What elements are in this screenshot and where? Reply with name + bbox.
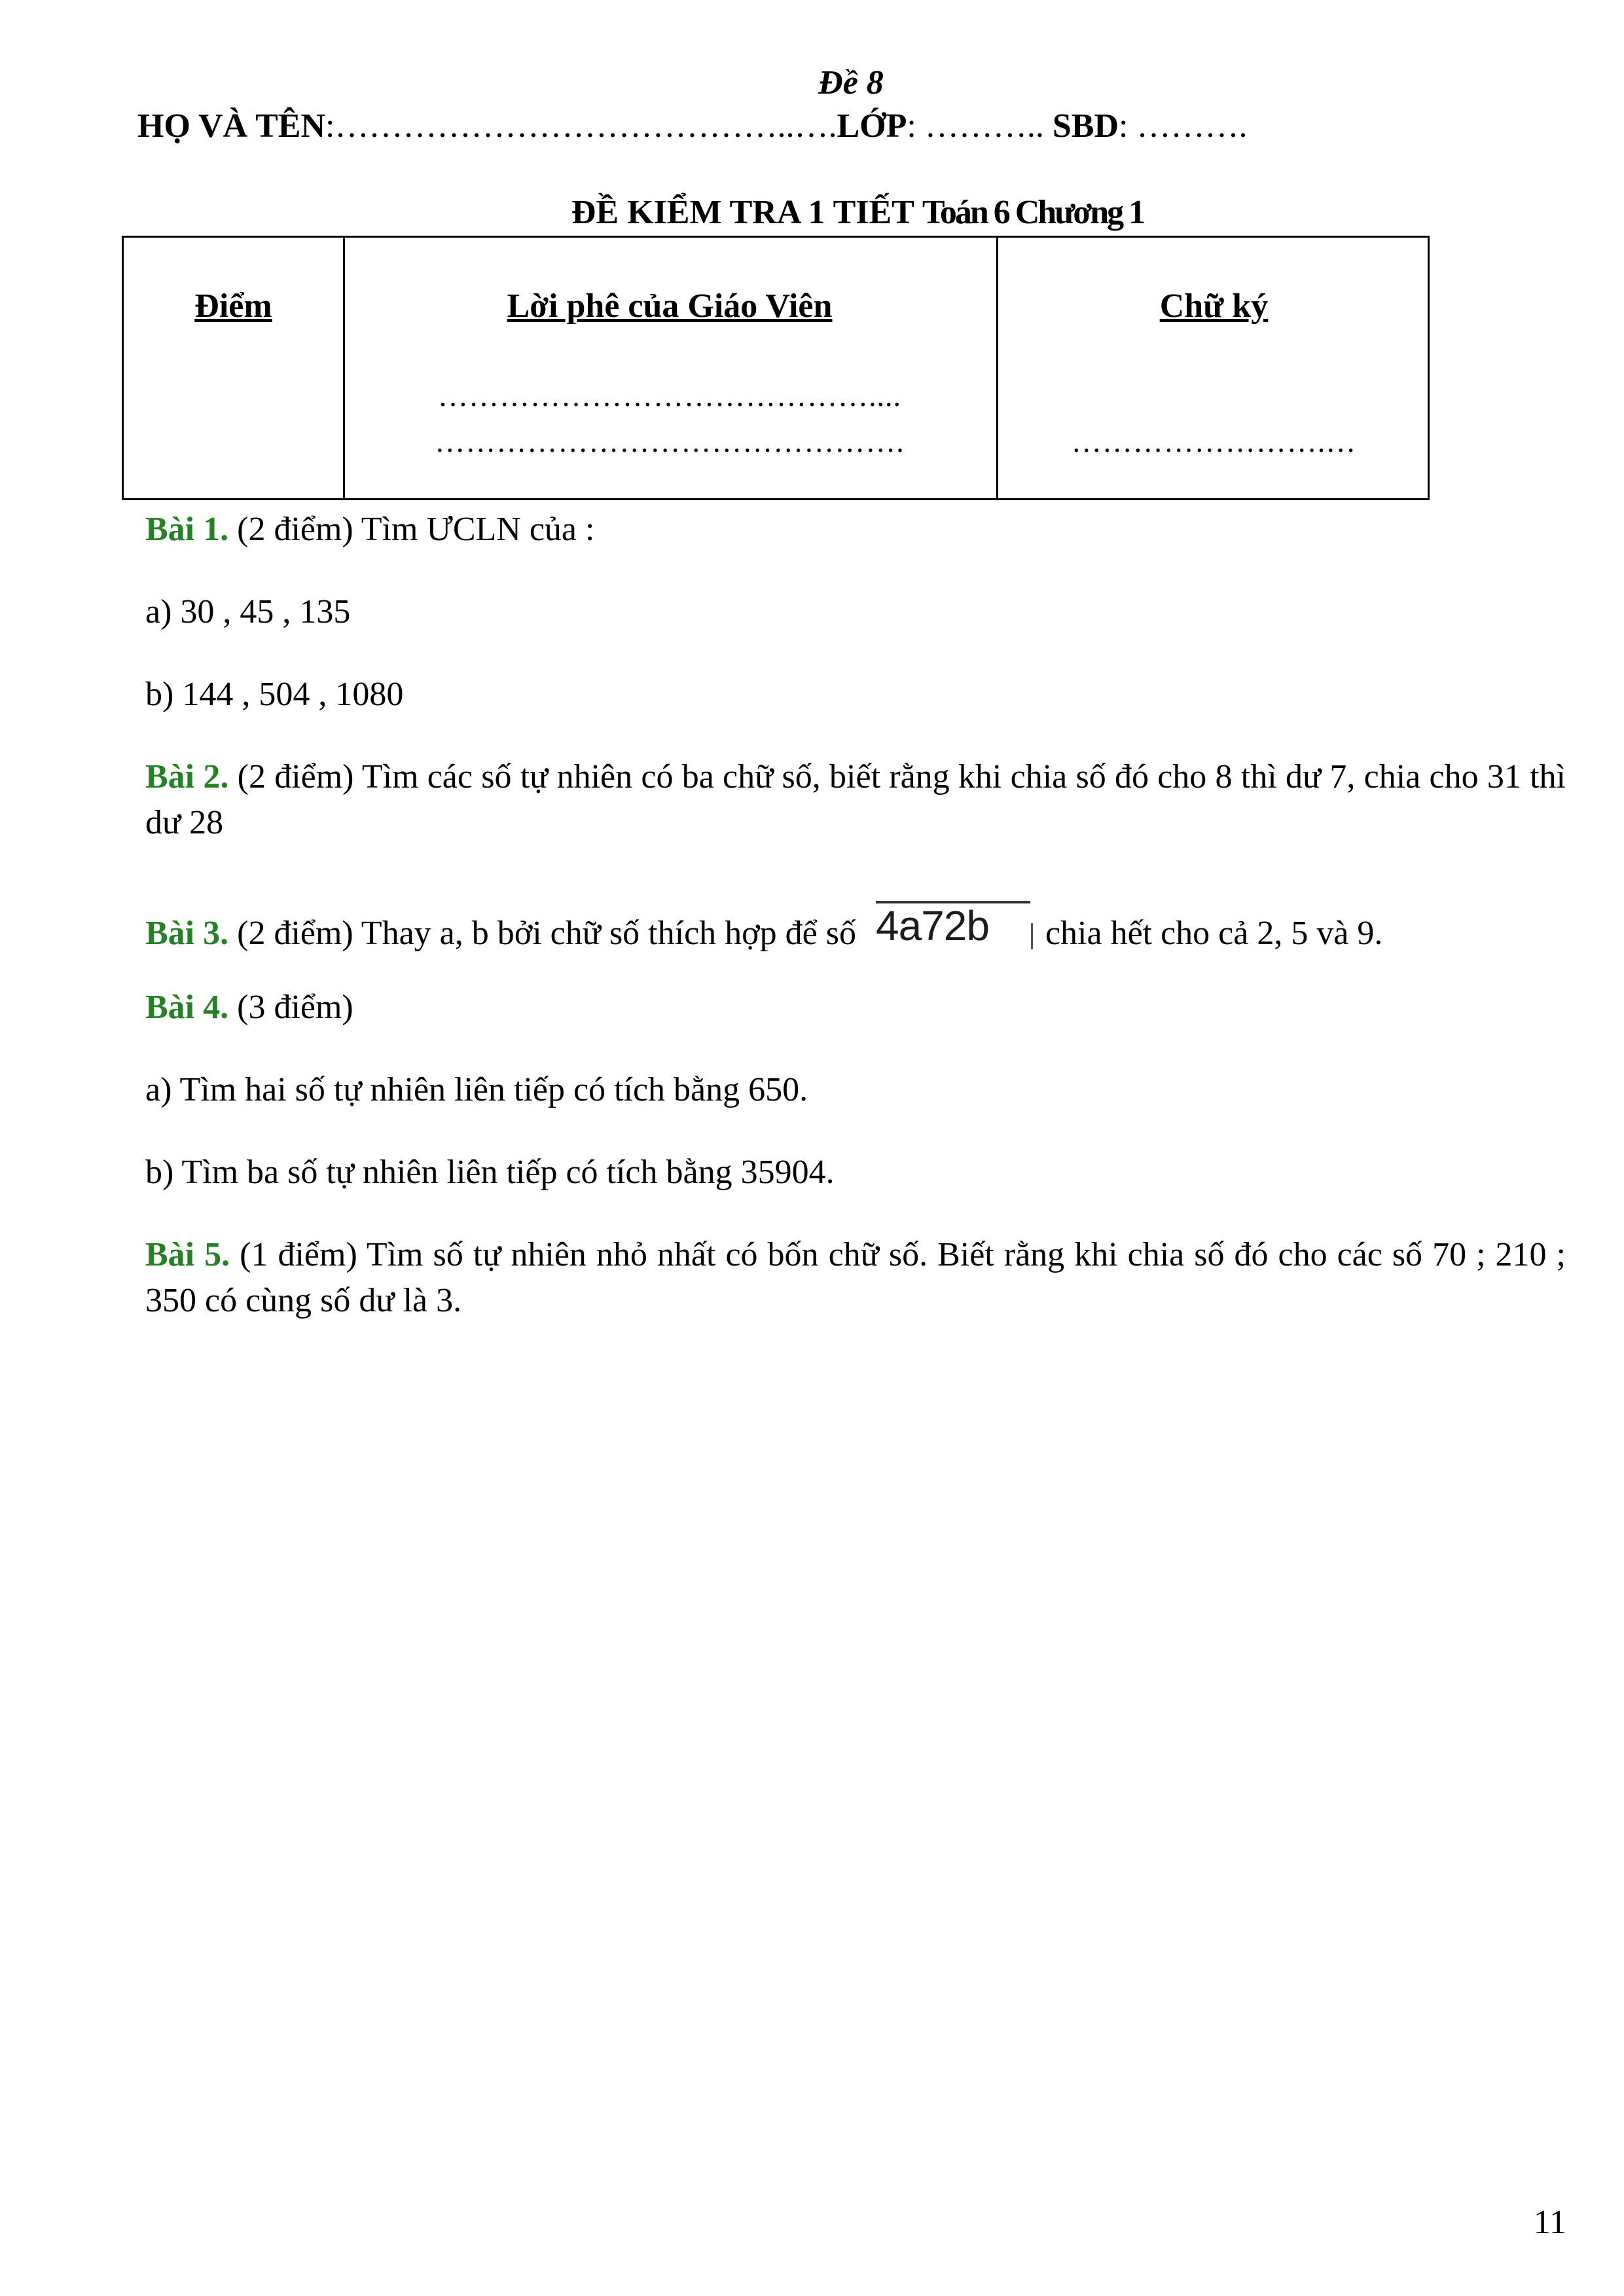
question-1-text: (2 điểm) Tìm ƯCLN của : xyxy=(228,511,595,548)
exam-title xyxy=(0,190,1624,236)
grade-table xyxy=(122,236,1430,500)
question-3-text-before: (2 điểm) Thay a, b bởi chữ số thích hợp để số xyxy=(228,915,856,952)
question-1b: b) 144 , 504 , 1080 xyxy=(145,676,404,713)
comment-header: Lời phê của Giáo Viên xyxy=(507,287,833,325)
class-blank: : ……….. xyxy=(907,107,1053,145)
overlined-number-image xyxy=(869,900,1033,952)
question-5-text: (1 điểm) Tìm số tự nhiên nhỏ nhất có bốn chữ số. Biết rằng khi chia số đó cho các số 70 ; 210 ; 350 có cùng số dư là 3. xyxy=(145,1236,1566,1319)
sbd-label: SBD xyxy=(1052,107,1119,145)
question-3 xyxy=(145,900,1566,957)
name-label: HỌ VÀ TÊN xyxy=(137,107,326,145)
question-5-label: Bài 5. xyxy=(145,1236,230,1273)
score-header: Điểm xyxy=(194,287,272,325)
question-4a: a) Tìm hai số tự nhiên liên tiếp có tích bằng 650. xyxy=(145,1071,808,1108)
question-1a: a) 30 , 45 , 135 xyxy=(145,593,351,630)
question-1 xyxy=(145,507,1566,553)
cursor-bar xyxy=(1031,923,1033,949)
overlined-number: 4a72b xyxy=(875,902,989,949)
signature-header: Chữ ký xyxy=(1159,287,1269,325)
exam-number: Đề 8 xyxy=(818,64,884,101)
comment-dotted-line-1: …………………………………….... xyxy=(438,379,901,412)
question-5 xyxy=(145,1232,1566,1324)
question-1-label: Bài 1. xyxy=(145,511,229,548)
question-4 xyxy=(145,985,1566,1030)
question-4-label: Bài 4. xyxy=(145,989,229,1026)
question-3-label: Bài 3. xyxy=(145,915,229,952)
name-blank: :…………………………………..…. xyxy=(325,107,837,145)
question-4b: b) Tìm ba số tự nhiên liên tiếp có tích bằng 35904. xyxy=(145,1154,835,1191)
signature-dotted-line: …………………….… xyxy=(1071,425,1357,458)
comment-dotted-line-2: ………………………………………. xyxy=(435,425,905,458)
page-number: 11 xyxy=(1533,2204,1566,2241)
question-3-text-after: chia hết cho cả 2, 5 và 9. xyxy=(1036,915,1383,952)
exam-title-subject: Toán 6 Chương 1 xyxy=(922,194,1144,231)
question-2-text: (2 điểm) Tìm các số tự nhiên có ba chữ số, biết rằng khi chia số đó cho 8 thì dư 7, chia cho 31 thì dư 28 xyxy=(145,758,1566,841)
question-2 xyxy=(145,754,1566,846)
class-label: LỚP xyxy=(837,107,907,145)
exam-title-main: ĐỀ KIỂM TRA 1 TIẾT xyxy=(571,194,914,231)
student-info-line xyxy=(137,103,1247,149)
question-2-label: Bài 2. xyxy=(145,758,229,795)
sbd-blank: : ………. xyxy=(1119,107,1248,145)
question-4-text: (3 điểm) xyxy=(228,989,353,1026)
